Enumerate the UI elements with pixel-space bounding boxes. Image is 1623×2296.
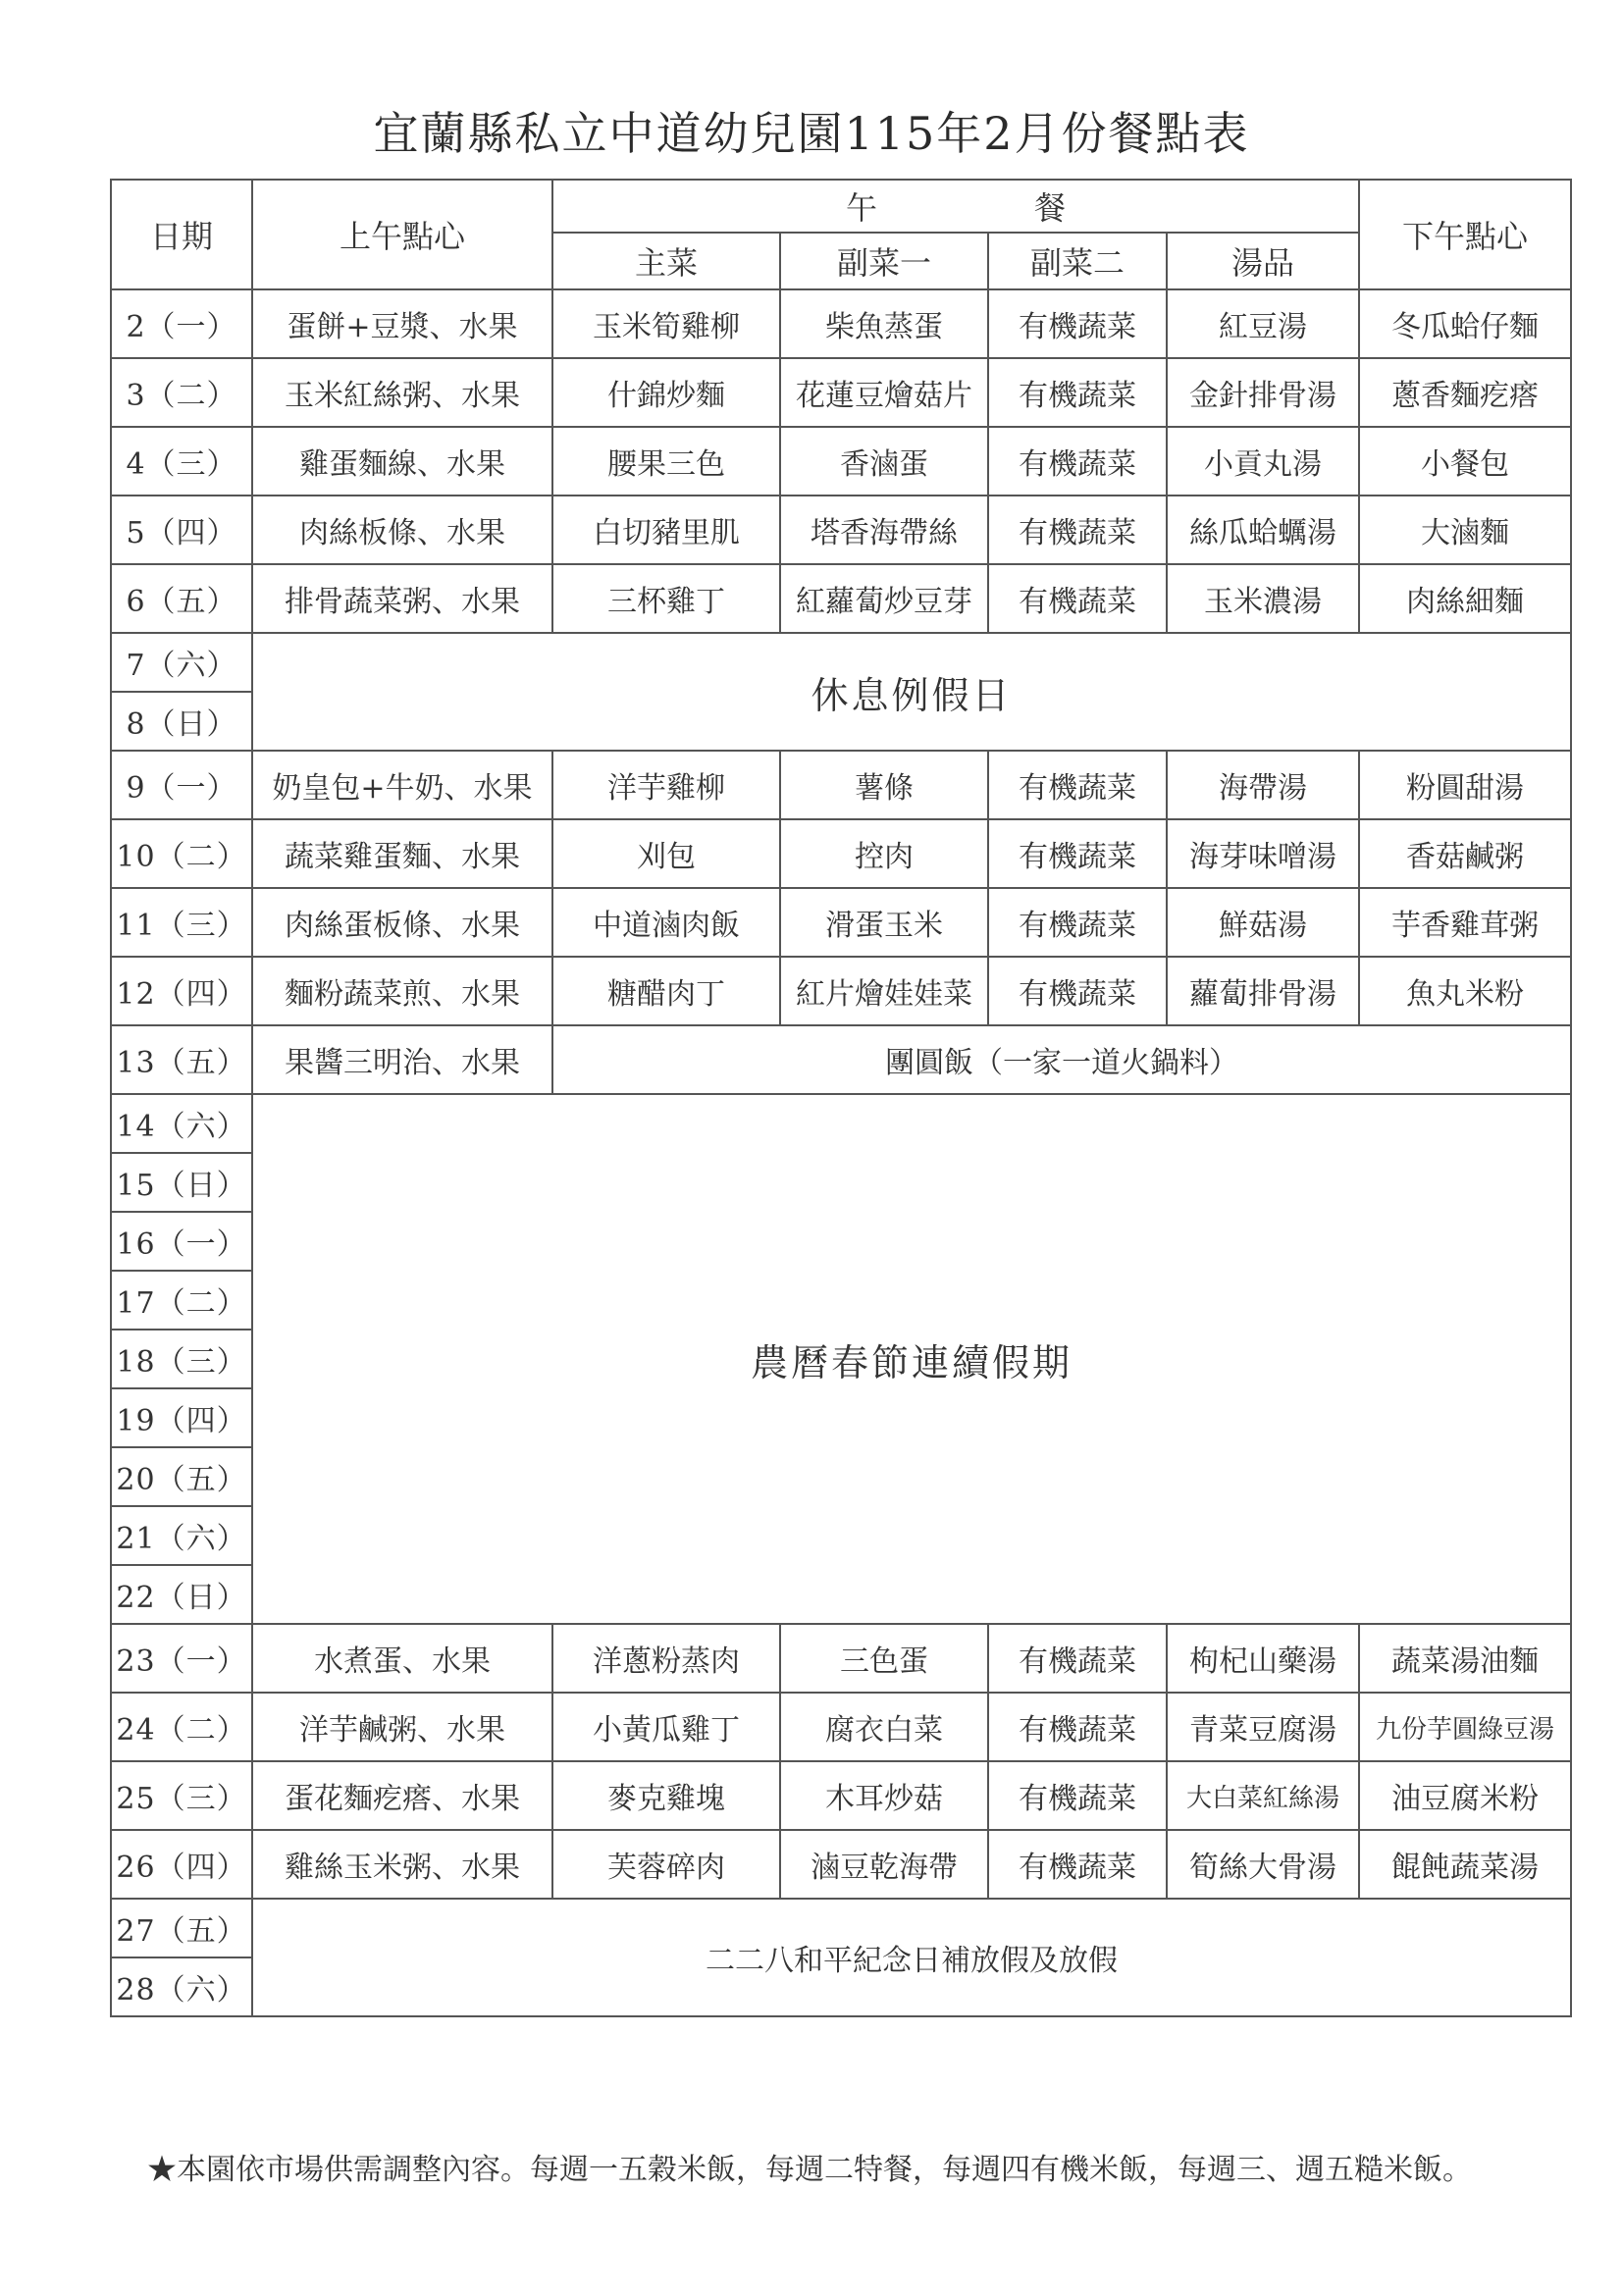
- date-cell: 18（三）: [111, 1330, 252, 1388]
- table-row: [111, 751, 1571, 819]
- side2-cell: 有機蔬菜: [988, 1830, 1167, 1899]
- table-row: [111, 1899, 1571, 1957]
- side2-cell: 有機蔬菜: [988, 564, 1167, 633]
- date-cell: 25（三）: [111, 1761, 252, 1830]
- side1-cell: 花蓮豆燴菇片: [780, 358, 988, 427]
- side2-cell: 有機蔬菜: [988, 1693, 1167, 1761]
- rest-day-label: 休息例假日: [252, 633, 1571, 751]
- soup-cell: 玉米濃湯: [1167, 564, 1359, 633]
- soup-cell: 絲瓜蛤蠣湯: [1167, 496, 1359, 564]
- side2-cell: 有機蔬菜: [988, 427, 1167, 496]
- date-cell: 16（一）: [111, 1212, 252, 1271]
- header-am-snack: 上午點心: [252, 180, 552, 289]
- main-cell: 白切豬里肌: [552, 496, 780, 564]
- table-row: [111, 633, 1571, 692]
- side2-cell: 有機蔬菜: [988, 819, 1167, 888]
- date-cell: 23（一）: [111, 1624, 252, 1693]
- pm-snack-cell: 蔬菜湯油麵: [1359, 1624, 1571, 1693]
- table-row: [111, 496, 1571, 564]
- date-cell: 10（二）: [111, 819, 252, 888]
- am-snack-cell: 蔬菜雞蛋麵、水果: [252, 819, 552, 888]
- header-date: 日期: [111, 180, 252, 289]
- soup-cell: 海芽味噌湯: [1167, 819, 1359, 888]
- side1-cell: 柴魚蒸蛋: [780, 289, 988, 358]
- side1-cell: 香滷蛋: [780, 427, 988, 496]
- date-cell: 27（五）: [111, 1899, 252, 1957]
- am-snack-cell: 雞蛋麵線、水果: [252, 427, 552, 496]
- side2-cell: 有機蔬菜: [988, 289, 1167, 358]
- am-snack-cell: 排骨蔬菜粥、水果: [252, 564, 552, 633]
- table-row: [111, 888, 1571, 957]
- soup-cell: 鮮菇湯: [1167, 888, 1359, 957]
- soup-cell: 紅豆湯: [1167, 289, 1359, 358]
- soup-cell: 筍絲大骨湯: [1167, 1830, 1359, 1899]
- soup-cell: 蘿蔔排骨湯: [1167, 957, 1359, 1025]
- peace-memorial-holiday-label: 二二八和平紀念日補放假及放假: [252, 1899, 1571, 2016]
- main-cell: 中道滷肉飯: [552, 888, 780, 957]
- side1-cell: 木耳炒菇: [780, 1761, 988, 1830]
- side1-cell: 三色蛋: [780, 1624, 988, 1693]
- pm-snack-cell: 蔥香麵疙瘩: [1359, 358, 1571, 427]
- table-row: [111, 1761, 1571, 1830]
- side2-cell: 有機蔬菜: [988, 888, 1167, 957]
- side1-cell: 薯條: [780, 751, 988, 819]
- header-main: 主菜: [552, 233, 780, 289]
- pm-snack-cell: 肉絲細麵: [1359, 564, 1571, 633]
- soup-cell: 大白菜紅絲湯: [1167, 1761, 1359, 1830]
- table-row: [111, 819, 1571, 888]
- date-cell: 15（日）: [111, 1153, 252, 1212]
- side1-cell: 控肉: [780, 819, 988, 888]
- side2-cell: 有機蔬菜: [988, 358, 1167, 427]
- side1-cell: 滑蛋玉米: [780, 888, 988, 957]
- footnote: ★本園依市場供需調整內容。每週一五穀米飯，每週二特餐，每週四有機米飯，每週三、週五糙米飯。: [147, 2153, 1472, 2187]
- main-cell: 洋芋雞柳: [552, 751, 780, 819]
- table-row: [111, 427, 1571, 496]
- main-cell: 玉米筍雞柳: [552, 289, 780, 358]
- main-cell: 芙蓉碎肉: [552, 1830, 780, 1899]
- am-snack-cell: 麵粉蔬菜煎、水果: [252, 957, 552, 1025]
- side2-cell: 有機蔬菜: [988, 1761, 1167, 1830]
- table-row: [111, 1830, 1571, 1899]
- header-side2: 副菜二: [988, 233, 1167, 289]
- page-title: 宜蘭縣私立中道幼兒園115年2月份餐點表: [373, 107, 1250, 160]
- main-cell: 三杯雞丁: [552, 564, 780, 633]
- table-row: [111, 1693, 1571, 1761]
- header-soup: 湯品: [1167, 233, 1359, 289]
- date-cell: 13（五）: [111, 1025, 252, 1094]
- lunar-new-year-label: 農曆春節連續假期: [252, 1094, 1571, 1624]
- side1-cell: 紅蘿蔔炒豆芽: [780, 564, 988, 633]
- side2-cell: 有機蔬菜: [988, 751, 1167, 819]
- am-snack-cell: 肉絲板條、水果: [252, 496, 552, 564]
- date-cell: 5（四）: [111, 496, 252, 564]
- date-cell: 17（二）: [111, 1271, 252, 1330]
- side1-cell: 塔香海帶絲: [780, 496, 988, 564]
- pm-snack-cell: 大滷麵: [1359, 496, 1571, 564]
- table-row: [111, 289, 1571, 358]
- table-row: [111, 957, 1571, 1025]
- date-cell: 3（二）: [111, 358, 252, 427]
- date-cell: 19（四）: [111, 1388, 252, 1447]
- side2-cell: 有機蔬菜: [988, 957, 1167, 1025]
- main-cell: 麥克雞塊: [552, 1761, 780, 1830]
- pm-snack-cell: 芋香雞茸粥: [1359, 888, 1571, 957]
- menu-table: [110, 179, 1572, 2017]
- header-side1: 副菜一: [780, 233, 988, 289]
- pm-snack-cell: 粉圓甜湯: [1359, 751, 1571, 819]
- date-cell: 26（四）: [111, 1830, 252, 1899]
- soup-cell: 枸杞山藥湯: [1167, 1624, 1359, 1693]
- am-snack-cell: 奶皇包+牛奶、水果: [252, 751, 552, 819]
- date-cell: 24（二）: [111, 1693, 252, 1761]
- table-row: [111, 1624, 1571, 1693]
- pm-snack-cell: 餛飩蔬菜湯: [1359, 1830, 1571, 1899]
- date-cell: 9（一）: [111, 751, 252, 819]
- date-cell: 22（日）: [111, 1565, 252, 1624]
- side2-cell: 有機蔬菜: [988, 496, 1167, 564]
- date-cell: 12（四）: [111, 957, 252, 1025]
- main-cell: 什錦炒麵: [552, 358, 780, 427]
- am-snack-cell: 洋芋鹹粥、水果: [252, 1693, 552, 1761]
- date-cell: 7（六）: [111, 633, 252, 692]
- pm-snack-cell: 香菇鹹粥: [1359, 819, 1571, 888]
- side1-cell: 紅片燴娃娃菜: [780, 957, 988, 1025]
- date-cell: 8（日）: [111, 692, 252, 751]
- header-lunch: 午 餐: [552, 180, 1359, 233]
- table-row: [111, 1094, 1571, 1153]
- am-snack-cell: 水煮蛋、水果: [252, 1624, 552, 1693]
- header-pm-snack: 下午點心: [1359, 180, 1571, 289]
- table-row: [111, 1025, 1571, 1094]
- main-cell: 洋蔥粉蒸肉: [552, 1624, 780, 1693]
- date-cell: 6（五）: [111, 564, 252, 633]
- main-cell: 刈包: [552, 819, 780, 888]
- main-cell: 小黃瓜雞丁: [552, 1693, 780, 1761]
- table-row: [111, 564, 1571, 633]
- side1-cell: 腐衣白菜: [780, 1693, 988, 1761]
- date-cell: 21（六）: [111, 1506, 252, 1565]
- date-cell: 4（三）: [111, 427, 252, 496]
- pm-snack-cell: 魚丸米粉: [1359, 957, 1571, 1025]
- side2-cell: 有機蔬菜: [988, 1624, 1167, 1693]
- am-snack-cell: 雞絲玉米粥、水果: [252, 1830, 552, 1899]
- soup-cell: 小貢丸湯: [1167, 427, 1359, 496]
- side1-cell: 滷豆乾海帶: [780, 1830, 988, 1899]
- am-snack-cell: 蛋花麵疙瘩、水果: [252, 1761, 552, 1830]
- date-cell: 11（三）: [111, 888, 252, 957]
- pm-snack-cell: 小餐包: [1359, 427, 1571, 496]
- pm-snack-cell: 油豆腐米粉: [1359, 1761, 1571, 1830]
- date-cell: 28（六）: [111, 1957, 252, 2016]
- table-row: [111, 358, 1571, 427]
- soup-cell: 金針排骨湯: [1167, 358, 1359, 427]
- soup-cell: 青菜豆腐湯: [1167, 1693, 1359, 1761]
- soup-cell: 海帶湯: [1167, 751, 1359, 819]
- am-snack-cell: 玉米紅絲粥、水果: [252, 358, 552, 427]
- date-cell: 2（一）: [111, 289, 252, 358]
- date-cell: 20（五）: [111, 1447, 252, 1506]
- main-cell: 腰果三色: [552, 427, 780, 496]
- reunion-lunch-cell: 團圓飯（一家一道火鍋料）: [552, 1025, 1571, 1094]
- main-cell: 糖醋肉丁: [552, 957, 780, 1025]
- am-snack-cell: 果醬三明治、水果: [252, 1025, 552, 1094]
- pm-snack-cell: 九份芋圓綠豆湯: [1359, 1693, 1571, 1761]
- am-snack-cell: 肉絲蛋板條、水果: [252, 888, 552, 957]
- date-cell: 14（六）: [111, 1094, 252, 1153]
- am-snack-cell: 蛋餅+豆漿、水果: [252, 289, 552, 358]
- pm-snack-cell: 冬瓜蛤仔麵: [1359, 289, 1571, 358]
